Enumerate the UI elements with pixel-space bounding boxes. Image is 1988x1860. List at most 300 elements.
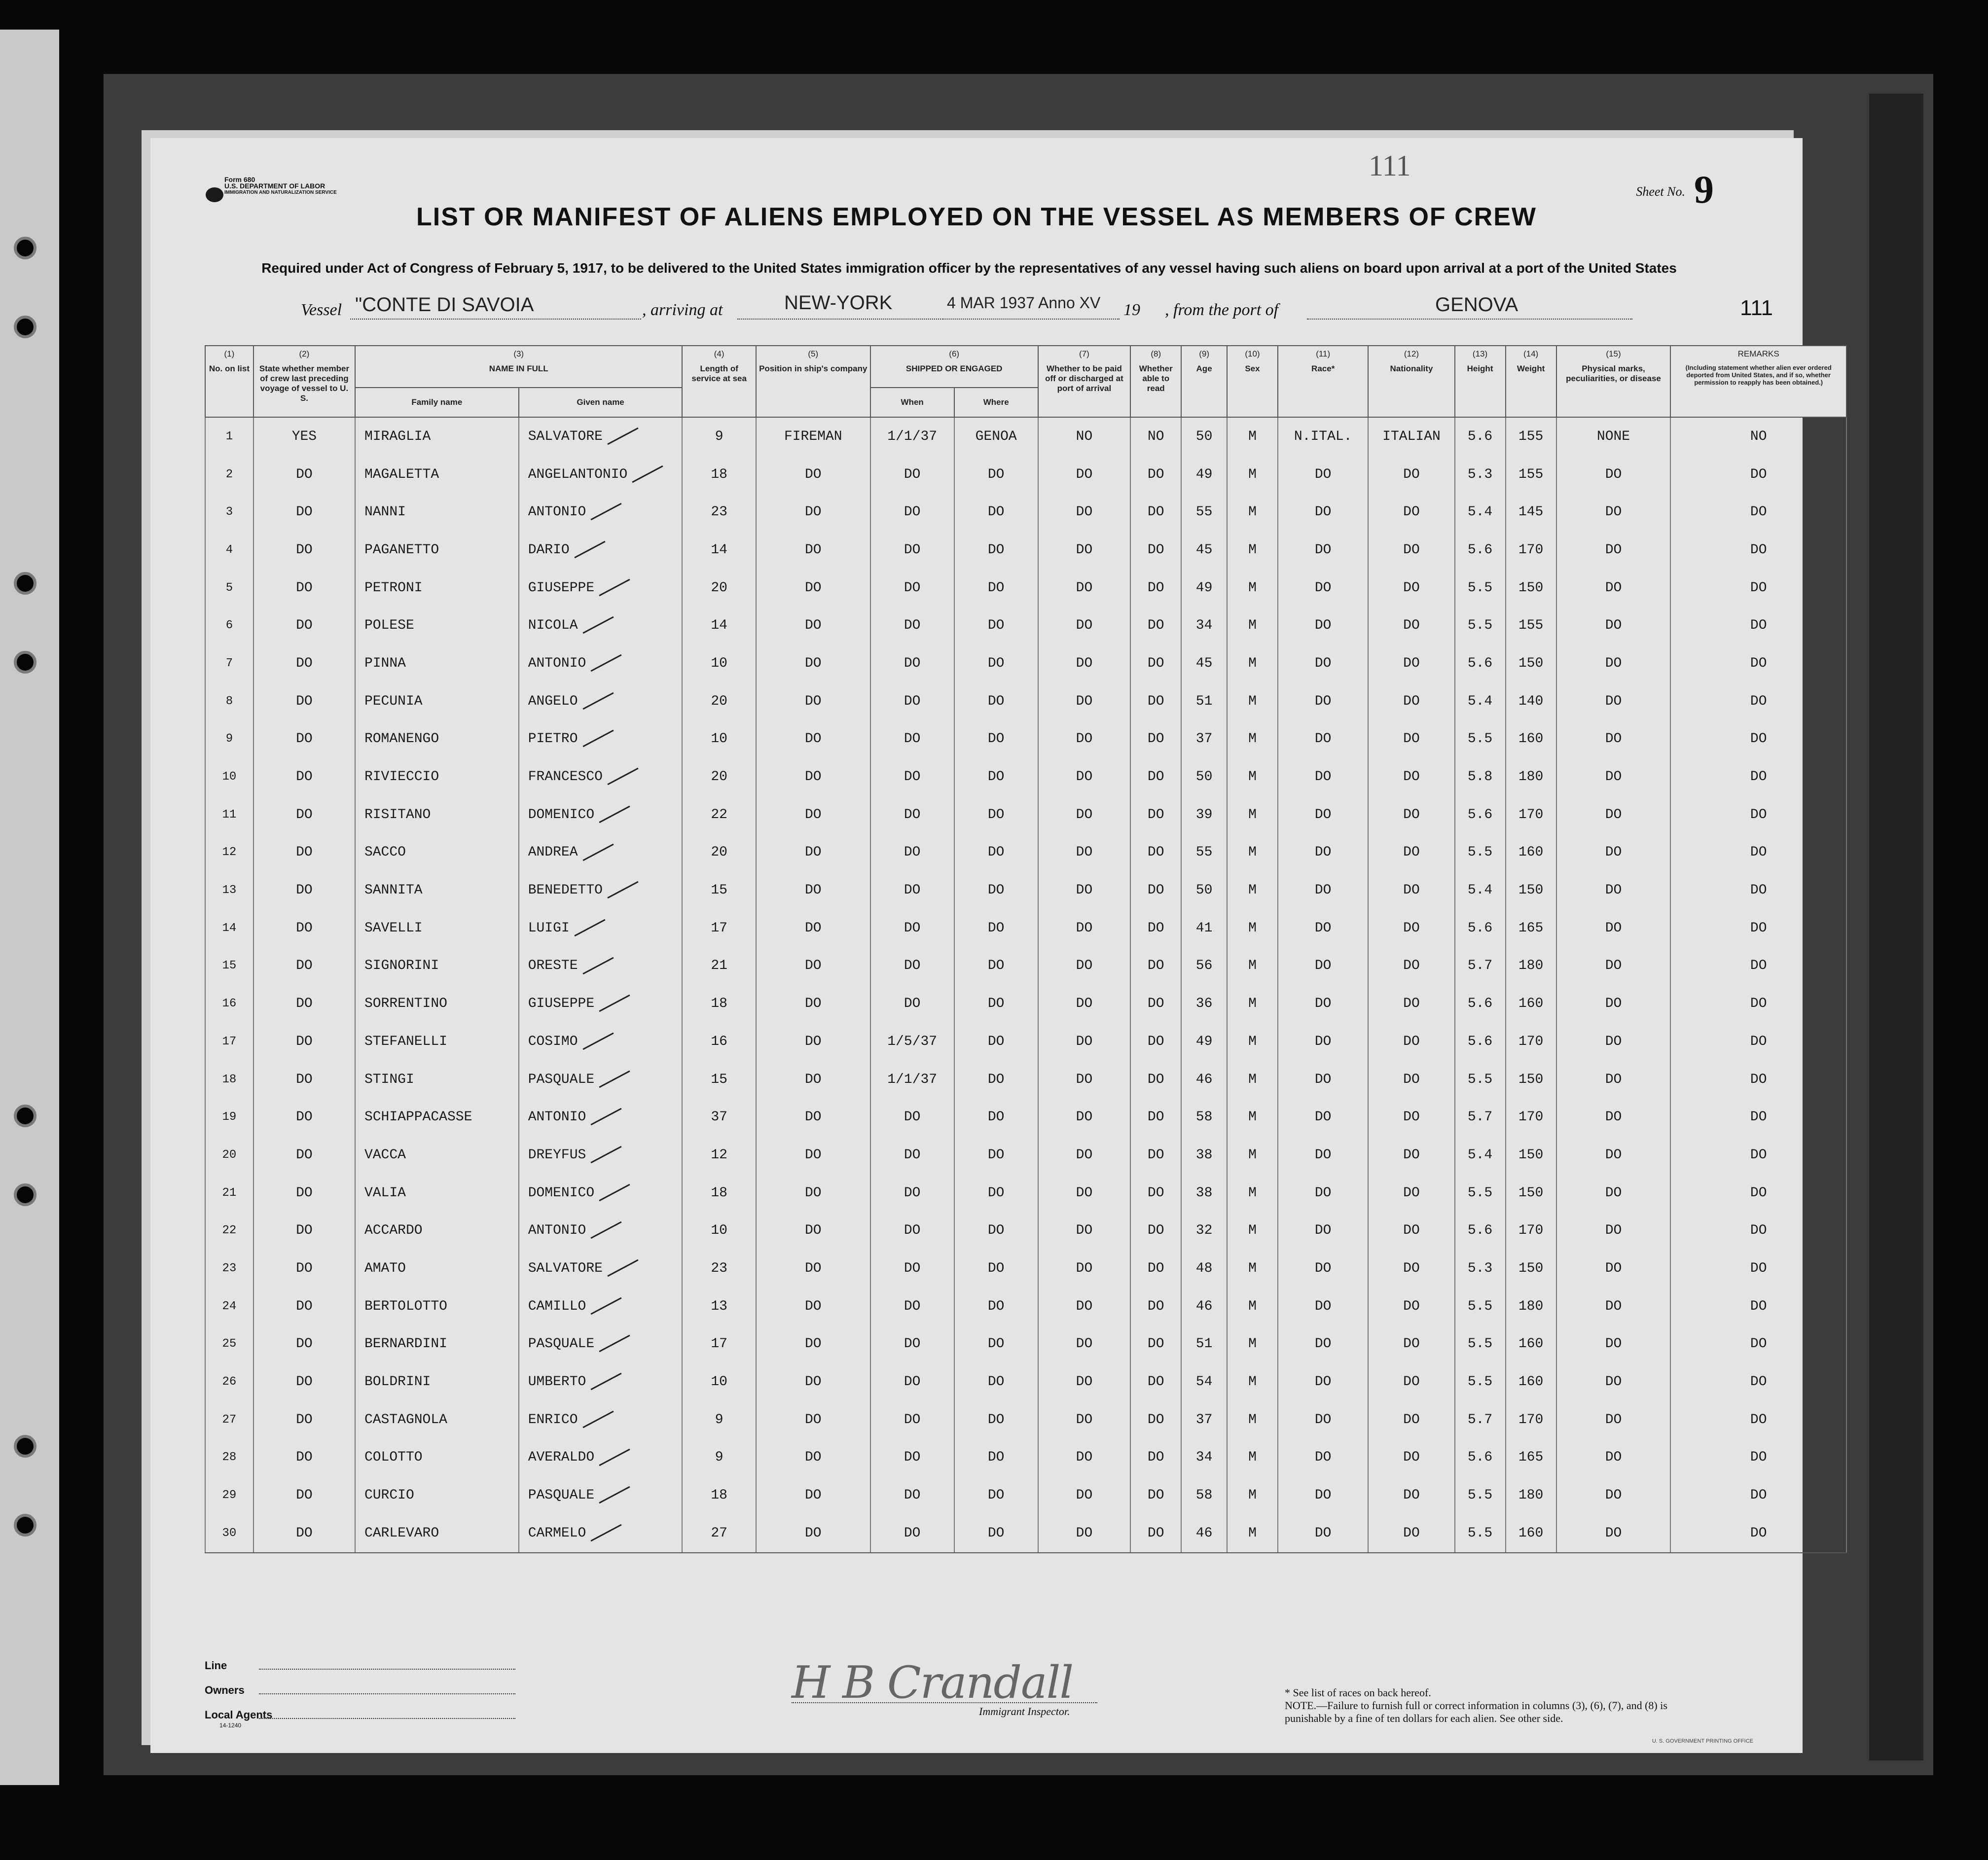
remarks-cell: DO [1670,456,1846,494]
remarks-cell: DO [1670,1136,1846,1174]
shipped-when-cell: DO [870,531,954,569]
position-cell: DO [756,1098,870,1136]
family-name-cell: CURCIO [355,1476,519,1514]
penalty-note: NOTE.—Failure to furnish full or correct information in columns (3), (6), (7), and (8) is punishable by a fine of ten dollars for each alien. See other side. [1285,1699,1667,1724]
paid-off-cell: DO [1038,531,1131,569]
remarks-cell: DO [1670,1061,1846,1099]
nationality-cell: DO [1368,758,1454,796]
able-to-read-cell: DO [1130,871,1181,909]
physical-marks-cell: DO [1556,569,1671,607]
table-header-row [205,346,1846,388]
nationality-cell: DO [1368,1250,1454,1288]
punch-hole-icon [14,1105,36,1127]
pen-tick-icon [582,692,614,710]
race-cell: DO [1278,1363,1368,1401]
given-name-cell: COSIMO [519,1023,683,1061]
nationality-cell: DO [1368,1325,1454,1363]
able-to-read-cell: DO [1130,1212,1181,1250]
shipped-when-cell: DO [870,1363,954,1401]
shipped-when-cell: DO [870,607,954,644]
col-header-when: When [870,388,954,417]
race-cell: DO [1278,947,1368,985]
service-name: IMMIGRATION AND NATURALIZATION SERVICE [224,190,337,195]
height-cell: 5.5 [1455,1174,1506,1212]
age-cell: 50 [1181,871,1227,909]
row-number-cell: 27 [205,1401,253,1439]
family-name-cell: SACCO [355,834,519,872]
race-cell: DO [1278,758,1368,796]
age-cell: 36 [1181,985,1227,1023]
shipped-when-cell: DO [870,569,954,607]
service-length-cell: 20 [682,569,756,607]
paid-off-cell: NO [1038,417,1131,456]
race-cell: DO [1278,1023,1368,1061]
sex-cell: M [1227,644,1278,682]
given-name-cell: UMBERTO [519,1363,683,1401]
physical-marks-cell: DO [1556,1363,1671,1401]
given-name-cell: LUIGI [519,909,683,947]
shipped-where-cell: DO [954,1212,1038,1250]
shipped-when-cell: DO [870,834,954,872]
position-cell: DO [756,1061,870,1099]
previous-voyage-cell: DO [253,871,355,909]
sex-cell: M [1227,1061,1278,1099]
physical-marks-cell: DO [1556,1136,1671,1174]
race-cell: DO [1278,531,1368,569]
age-cell: 56 [1181,947,1227,985]
given-name-cell: DARIO [519,531,683,569]
sheet-number: 9 [1694,168,1714,212]
sex-cell: M [1227,947,1278,985]
height-cell: 5.5 [1455,1288,1506,1325]
shipped-when-cell: DO [870,947,954,985]
pen-tick-icon [582,730,614,748]
height-cell: 5.5 [1455,1514,1506,1553]
table-row [205,493,1846,531]
family-name-cell: CASTAGNOLA [355,1401,519,1439]
col-header-race: (11) Race* [1278,346,1368,417]
shipped-when-cell: DO [870,909,954,947]
vessel-name: "CONTE DI SAVOIA [355,294,534,316]
family-name-cell: POLESE [355,607,519,644]
service-length-cell: 18 [682,1174,756,1212]
pen-tick-icon [574,541,605,559]
table-row [205,985,1846,1023]
table-row [205,607,1846,644]
agents-code: 14-1240 [219,1722,242,1729]
row-number-cell: 14 [205,909,253,947]
position-cell: FIREMAN [756,417,870,456]
nationality-cell: DO [1368,834,1454,872]
sex-cell: M [1227,417,1278,456]
race-cell: DO [1278,1136,1368,1174]
previous-voyage-cell: DO [253,909,355,947]
agents-label: Local Agents [205,1709,273,1721]
height-cell: 5.7 [1455,1401,1506,1439]
race-cell: DO [1278,1401,1368,1439]
shipped-when-cell: 1/1/37 [870,1061,954,1099]
pen-tick-icon [591,503,622,521]
previous-voyage-cell: DO [253,569,355,607]
service-length-cell: 9 [682,417,756,456]
shipped-where-cell: DO [954,1098,1038,1136]
previous-voyage-cell: DO [253,985,355,1023]
shipped-when-cell: DO [870,758,954,796]
weight-cell: 180 [1506,1476,1556,1514]
height-cell: 5.6 [1455,1439,1506,1477]
board-edge [1869,94,1923,1760]
height-cell: 5.5 [1455,1476,1506,1514]
nationality-cell: DO [1368,1514,1454,1553]
row-number-cell: 21 [205,1174,253,1212]
shipped-where-cell: DO [954,1325,1038,1363]
given-name-cell: PASQUALE [519,1476,683,1514]
remarks-cell: DO [1670,1439,1846,1477]
shipped-when-cell: DO [870,493,954,531]
able-to-read-cell: DO [1130,1325,1181,1363]
given-name-cell: ANDREA [519,834,683,872]
race-cell: DO [1278,607,1368,644]
previous-voyage-cell: DO [253,1439,355,1477]
shipped-where-cell: DO [954,1023,1038,1061]
arriving-port: NEW-YORK [784,292,893,314]
previous-voyage-cell: DO [253,1136,355,1174]
punch-hole-icon [14,1514,36,1537]
service-length-cell: 21 [682,947,756,985]
physical-marks-cell: NONE [1556,417,1671,456]
previous-voyage-cell: DO [253,720,355,758]
height-cell: 5.6 [1455,1212,1506,1250]
height-cell: 5.5 [1455,569,1506,607]
physical-marks-cell: DO [1556,682,1671,720]
col-header-position: (5) Position in ship's company [756,346,870,417]
service-length-cell: 10 [682,644,756,682]
shipped-where-cell: DO [954,1136,1038,1174]
weight-cell: 180 [1506,1288,1556,1325]
pen-tick-icon [599,806,630,823]
family-name-cell: CARLEVARO [355,1514,519,1553]
table-row [205,1401,1846,1439]
col-header-age: (9) Age [1181,346,1227,417]
table-row [205,1514,1846,1553]
nationality-cell: DO [1368,682,1454,720]
pen-tick-icon [582,1033,614,1050]
row-number-cell: 15 [205,947,253,985]
remarks-cell: DO [1670,1476,1846,1514]
family-name-cell: PINNA [355,644,519,682]
shipped-where-cell: DO [954,607,1038,644]
position-cell: DO [756,531,870,569]
remarks-cell: DO [1670,834,1846,872]
sex-cell: M [1227,531,1278,569]
inspector-signature: H B Crandall [792,1657,1073,1709]
table-row [205,1288,1846,1325]
age-cell: 55 [1181,493,1227,531]
shipped-where-cell: DO [954,531,1038,569]
shipped-when-cell: DO [870,682,954,720]
pen-tick-icon [591,1297,622,1315]
table-row [205,644,1846,682]
weight-cell: 170 [1506,1401,1556,1439]
manifest-sheet [150,138,1832,1753]
height-cell: 5.5 [1455,834,1506,872]
given-name-cell: DOMENICO [519,796,683,834]
nationality-cell: DO [1368,947,1454,985]
remarks-cell: DO [1670,1250,1846,1288]
service-length-cell: 9 [682,1439,756,1477]
race-cell: DO [1278,1325,1368,1363]
owners-label: Owners [205,1684,245,1696]
row-number-cell: 22 [205,1212,253,1250]
remarks-cell: DO [1670,644,1846,682]
year-prefix: 19 [1123,301,1140,319]
table-row [205,720,1846,758]
weight-cell: 180 [1506,758,1556,796]
weight-cell: 160 [1506,720,1556,758]
shipped-when-cell: DO [870,1288,954,1325]
physical-marks-cell: DO [1556,493,1671,531]
row-number-cell: 18 [205,1061,253,1099]
service-length-cell: 10 [682,1363,756,1401]
pen-tick-icon [599,578,630,596]
punch-hole-icon [14,572,36,595]
given-name-cell: SALVATORE [519,417,683,456]
service-length-cell: 18 [682,456,756,494]
nationality-cell: DO [1368,1098,1454,1136]
sex-cell: M [1227,1476,1278,1514]
service-length-cell: 17 [682,1325,756,1363]
previous-voyage-cell: YES [253,417,355,456]
nationality-cell: DO [1368,456,1454,494]
from-label: , from the port of [1165,301,1279,319]
weight-cell: 140 [1506,682,1556,720]
able-to-read-cell: DO [1130,1363,1181,1401]
page-title: LIST OR MANIFEST OF ALIENS EMPLOYED ON THE VESSEL AS MEMBERS OF CREW [416,203,1537,231]
remarks-cell: DO [1670,1288,1846,1325]
shipped-when-cell: 1/5/37 [870,1023,954,1061]
given-name-cell: DREYFUS [519,1136,683,1174]
physical-marks-cell: DO [1556,796,1671,834]
footnotes [1285,1686,1689,1725]
family-name-cell: SIGNORINI [355,947,519,985]
table-row [205,1476,1846,1514]
able-to-read-cell: DO [1130,1288,1181,1325]
pen-tick-icon [582,616,614,634]
paid-off-cell: DO [1038,947,1131,985]
service-length-cell: 20 [682,758,756,796]
given-name-cell: AVERALDO [519,1439,683,1477]
row-number-cell: 17 [205,1023,253,1061]
service-length-cell: 9 [682,1401,756,1439]
physical-marks-cell: DO [1556,834,1671,872]
pen-tick-icon [607,881,638,899]
shipped-where-cell: DO [954,720,1038,758]
shipped-where-cell: DO [954,871,1038,909]
paid-off-cell: DO [1038,493,1131,531]
paid-off-cell: DO [1038,834,1131,872]
pen-tick-icon [599,1183,630,1201]
row-number-cell: 23 [205,1250,253,1288]
previous-voyage-cell: DO [253,456,355,494]
previous-voyage-cell: DO [253,1023,355,1061]
race-cell: DO [1278,909,1368,947]
nationality-cell: DO [1368,1023,1454,1061]
able-to-read-cell: DO [1130,1098,1181,1136]
page-number: 111 [1740,296,1773,320]
col-header-name: (3) NAME IN FULL [355,346,683,388]
position-cell: DO [756,985,870,1023]
previous-voyage-cell: DO [253,1250,355,1288]
col-header-shipped: (6) SHIPPED OR ENGAGED [870,346,1038,388]
shipped-when-cell: DO [870,1250,954,1288]
shipped-where-cell: DO [954,796,1038,834]
position-cell: DO [756,607,870,644]
physical-marks-cell: DO [1556,1174,1671,1212]
service-length-cell: 18 [682,985,756,1023]
family-name-cell: RIVIECCIO [355,758,519,796]
service-length-cell: 17 [682,909,756,947]
paid-off-cell: DO [1038,1439,1131,1477]
punch-hole-icon [14,651,36,674]
sex-cell: M [1227,834,1278,872]
age-cell: 34 [1181,1439,1227,1477]
able-to-read-cell: DO [1130,1514,1181,1553]
weight-cell: 155 [1506,607,1556,644]
remarks-cell: DO [1670,1325,1846,1363]
nationality-cell: DO [1368,909,1454,947]
physical-marks-cell: DO [1556,1023,1671,1061]
col-header-no: (1) No. on list [205,346,253,417]
pen-tick-icon [582,1411,614,1429]
height-cell: 5.6 [1455,531,1506,569]
physical-marks-cell: DO [1556,1098,1671,1136]
remarks-cell: NO [1670,417,1846,456]
col-header-given-name: Given name [519,388,683,417]
shipped-where-cell: GENOA [954,417,1038,456]
able-to-read-cell: NO [1130,417,1181,456]
sex-cell: M [1227,569,1278,607]
age-cell: 46 [1181,1514,1227,1553]
table-row [205,1174,1846,1212]
family-name-cell: PECUNIA [355,682,519,720]
row-number-cell: 26 [205,1363,253,1401]
remarks-cell: DO [1670,569,1846,607]
table-row [205,569,1846,607]
race-cell: DO [1278,796,1368,834]
table-row [205,909,1846,947]
row-number-cell: 6 [205,607,253,644]
previous-voyage-cell: DO [253,531,355,569]
family-name-cell: BOLDRINI [355,1363,519,1401]
age-cell: 34 [1181,607,1227,644]
shipped-where-cell: DO [954,1514,1038,1553]
pen-tick-icon [607,428,638,445]
row-number-cell: 29 [205,1476,253,1514]
given-name-cell: BENEDETTO [519,871,683,909]
table-row [205,871,1846,909]
weight-cell: 170 [1506,796,1556,834]
given-name-cell: ANTONIO [519,1212,683,1250]
sex-cell: M [1227,720,1278,758]
table-row [205,1250,1846,1288]
shipped-when-cell: DO [870,1136,954,1174]
physical-marks-cell: DO [1556,871,1671,909]
vessel-label: Vessel [301,301,342,319]
position-cell: DO [756,1212,870,1250]
shipped-where-cell: DO [954,909,1038,947]
service-length-cell: 20 [682,682,756,720]
age-cell: 38 [1181,1174,1227,1212]
row-number-cell: 19 [205,1098,253,1136]
physical-marks-cell: DO [1556,1061,1671,1099]
shipped-when-cell: DO [870,985,954,1023]
previous-voyage-cell: DO [253,644,355,682]
physical-marks-cell: DO [1556,909,1671,947]
age-cell: 50 [1181,758,1227,796]
shipped-where-cell: DO [954,682,1038,720]
given-name-cell: ANTONIO [519,493,683,531]
shipped-where-cell: DO [954,1250,1038,1288]
row-number-cell: 11 [205,796,253,834]
age-cell: 55 [1181,834,1227,872]
position-cell: DO [756,644,870,682]
weight-cell: 155 [1506,456,1556,494]
family-name-cell: PETRONI [355,569,519,607]
family-name-cell: STINGI [355,1061,519,1099]
table-row [205,1363,1846,1401]
row-number-cell: 16 [205,985,253,1023]
table-row [205,531,1846,569]
position-cell: DO [756,720,870,758]
paid-off-cell: DO [1038,1363,1131,1401]
shipped-where-cell: DO [954,456,1038,494]
race-cell: DO [1278,720,1368,758]
previous-voyage-cell: DO [253,1061,355,1099]
weight-cell: 150 [1506,871,1556,909]
table-row [205,682,1846,720]
sex-cell: M [1227,909,1278,947]
physical-marks-cell: DO [1556,758,1671,796]
shipped-where-cell: DO [954,1439,1038,1477]
row-number-cell: 8 [205,682,253,720]
height-cell: 5.4 [1455,1136,1506,1174]
pen-tick-icon [582,843,614,861]
department-seal-icon [206,187,223,202]
able-to-read-cell: DO [1130,607,1181,644]
remarks-cell: DO [1670,758,1846,796]
form-number: Form 680 [224,176,255,183]
able-to-read-cell: DO [1130,909,1181,947]
remarks-cell: DO [1670,1098,1846,1136]
sex-cell: M [1227,1136,1278,1174]
paid-off-cell: DO [1038,1401,1131,1439]
position-cell: DO [756,1136,870,1174]
age-cell: 48 [1181,1250,1227,1288]
pen-tick-icon [599,1070,630,1088]
position-cell: DO [756,947,870,985]
family-name-cell: SORRENTINO [355,985,519,1023]
paid-off-cell: DO [1038,1514,1131,1553]
pen-tick-icon [599,1335,630,1353]
nationality-cell: ITALIAN [1368,417,1454,456]
family-name-cell: ROMANENGO [355,720,519,758]
shipped-where-cell: DO [954,834,1038,872]
age-cell: 54 [1181,1363,1227,1401]
service-length-cell: 10 [682,1212,756,1250]
able-to-read-cell: DO [1130,493,1181,531]
able-to-read-cell: DO [1130,796,1181,834]
physical-marks-cell: DO [1556,1401,1671,1439]
